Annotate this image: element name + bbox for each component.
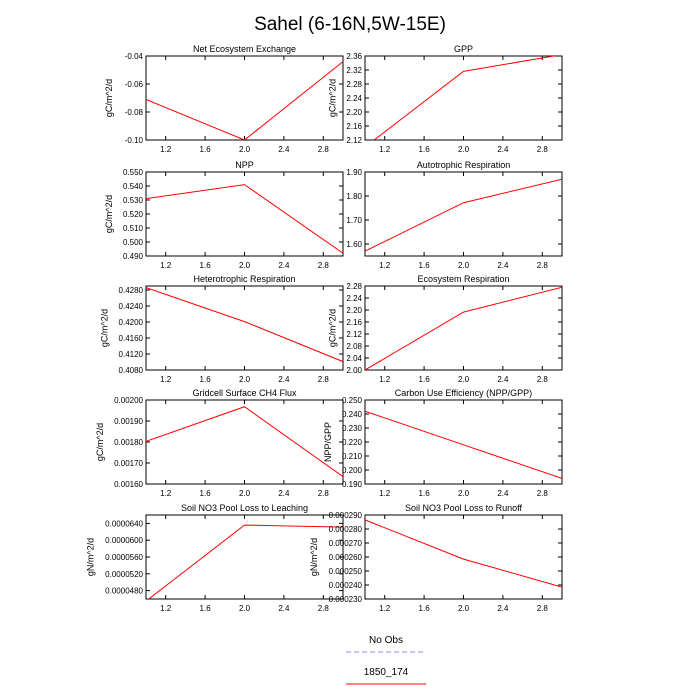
legend-label: 1850_174 — [363, 667, 409, 678]
x-tick-label: 1.2 — [160, 489, 172, 498]
y-tick-label: 0.500 — [122, 238, 143, 247]
x-tick-label: 2.8 — [317, 604, 329, 613]
series-line — [365, 411, 562, 478]
x-tick-label: 2.8 — [317, 489, 329, 498]
panel-title: Autotrophic Respiration — [416, 160, 511, 170]
y-tick-label: 0.240 — [341, 410, 362, 419]
y-axis-label: gC/m^2/d — [94, 422, 105, 462]
x-tick-label: 2.4 — [278, 604, 290, 613]
x-tick-label: 1.2 — [379, 375, 391, 384]
y-tick-label: -0.06 — [124, 80, 143, 89]
y-tick-label: 0.00200 — [114, 396, 143, 405]
x-tick-label: 2.8 — [317, 145, 329, 154]
x-tick-label: 2.4 — [497, 604, 509, 613]
x-tick-label: 2.4 — [278, 145, 290, 154]
y-tick-label: -0.04 — [124, 52, 143, 61]
y-tick-label: 0.210 — [341, 452, 362, 461]
x-tick-label: 2.8 — [317, 261, 329, 270]
x-tick-label: 2.4 — [497, 489, 509, 498]
y-tick-label: 0.530 — [122, 196, 143, 205]
chart-panel-7 — [95, 388, 343, 498]
series-line — [365, 287, 562, 370]
y-tick-label: 2.28 — [346, 80, 362, 89]
x-tick-label: 2.4 — [497, 145, 509, 154]
x-tick-label: 1.2 — [160, 375, 172, 384]
y-tick-label: 0.000230 — [328, 595, 362, 604]
x-tick-label: 2.0 — [457, 375, 470, 384]
x-tick-label: 2.0 — [238, 489, 251, 498]
x-tick-label: 1.2 — [379, 261, 391, 270]
series-line — [146, 185, 343, 254]
y-tick-label: 0.00180 — [114, 438, 143, 447]
panel-title: Soil NO3 Pool Loss to Leaching — [180, 503, 309, 513]
panel-title: Heterotrophic Respiration — [193, 274, 296, 284]
chart-panel-5 — [99, 274, 343, 384]
y-tick-label: 0.0000600 — [105, 536, 143, 546]
y-axis-label: gC/m^2/d — [327, 308, 338, 348]
y-tick-label: 1.70 — [346, 216, 362, 225]
chart-panel-8 — [323, 388, 562, 498]
x-tick-label: 1.2 — [160, 145, 172, 154]
y-tick-label: 1.80 — [346, 192, 362, 201]
y-tick-label: 0.000260 — [328, 553, 362, 562]
chart-panel-10 — [309, 503, 562, 613]
y-tick-label: 2.28 — [346, 282, 362, 291]
panel-title: Net Ecosystem Exchange — [192, 44, 297, 54]
y-tick-label: 2.16 — [346, 122, 362, 131]
x-tick-label: 2.8 — [317, 375, 329, 384]
y-tick-label: 2.08 — [346, 342, 362, 351]
panel-grid — [86, 44, 562, 613]
panel-title: NPP — [235, 160, 254, 170]
y-axis-label: gC/m^2/d — [99, 308, 110, 348]
y-tick-label: 2.20 — [346, 108, 362, 117]
figure-title: Sahel (6-16N,5W-15E) — [254, 14, 446, 35]
x-tick-label: 2.4 — [497, 261, 509, 270]
y-axis-label: gN/m^2/d — [309, 537, 320, 577]
x-tick-label: 1.6 — [418, 375, 430, 384]
series-line — [146, 62, 343, 140]
y-tick-label: 1.60 — [346, 240, 362, 249]
series-line — [365, 520, 562, 587]
x-tick-label: 2.8 — [536, 261, 548, 270]
x-tick-label: 2.8 — [536, 375, 548, 384]
y-tick-label: 0.00170 — [114, 459, 143, 468]
y-tick-label: -0.10 — [124, 136, 143, 145]
y-tick-label: 1.90 — [346, 168, 362, 177]
x-tick-label: 2.0 — [238, 375, 251, 384]
y-tick-label: 0.4280 — [118, 286, 143, 295]
y-axis-label: gC/m^2/d — [104, 194, 114, 234]
y-tick-label: 0.230 — [341, 424, 362, 433]
x-tick-label: 2.8 — [536, 604, 548, 613]
x-tick-label: 2.4 — [278, 489, 290, 498]
panel-title: Soil NO3 Pool Loss to Runoff — [405, 503, 522, 513]
y-tick-label: 0.4160 — [118, 334, 143, 343]
x-tick-label: 1.2 — [379, 604, 391, 613]
plot-frame — [146, 286, 343, 370]
x-tick-label: 2.0 — [457, 261, 470, 270]
x-tick-label: 1.2 — [160, 604, 172, 613]
x-tick-label: 2.4 — [278, 261, 290, 270]
y-tick-label: 2.00 — [346, 366, 362, 375]
y-tick-label: 0.4120 — [118, 350, 143, 359]
y-tick-label: 0.550 — [122, 168, 143, 177]
x-tick-label: 1.2 — [379, 489, 391, 498]
chart-panel-6 — [328, 274, 562, 384]
panel-title: Carbon Use Efficiency (NPP/GPP) — [394, 388, 533, 398]
y-tick-label: 2.24 — [346, 294, 362, 303]
y-tick-label: 0.4200 — [118, 318, 143, 327]
x-tick-label: 2.0 — [238, 261, 251, 270]
y-tick-label: 0.00160 — [114, 480, 143, 489]
chart-panel-3 — [104, 160, 343, 270]
y-tick-label: 0.000240 — [328, 581, 362, 590]
y-tick-label: 0.0000560 — [105, 553, 143, 562]
y-tick-label: 0.0000640 — [105, 519, 143, 529]
plot-frame — [146, 56, 343, 140]
y-tick-label: 0.000290 — [328, 511, 362, 520]
y-axis-label: gC/m^2/d — [104, 78, 114, 118]
x-tick-label: 2.4 — [278, 375, 290, 384]
y-tick-label: 2.16 — [346, 318, 362, 327]
plot-frame — [365, 400, 562, 484]
y-tick-label: -0.08 — [124, 108, 143, 117]
series-line — [365, 55, 562, 147]
y-tick-label: 0.190 — [341, 480, 362, 489]
y-tick-label: 0.200 — [341, 466, 362, 475]
x-tick-label: 2.0 — [457, 604, 470, 613]
x-tick-label: 1.6 — [418, 489, 430, 498]
y-tick-label: 0.490 — [122, 252, 143, 261]
y-tick-label: 0.4080 — [118, 366, 143, 375]
x-tick-label: 1.6 — [199, 145, 211, 154]
y-tick-label: 2.04 — [346, 354, 362, 363]
y-axis-label: gN/m^2/d — [85, 537, 96, 577]
y-axis-label: NPP/GPP — [323, 421, 333, 463]
chart-panel-1 — [104, 44, 343, 154]
y-tick-label: 2.24 — [346, 94, 362, 103]
plot-frame — [365, 515, 562, 599]
plot-frame — [146, 400, 343, 484]
chart-panel-4 — [346, 160, 562, 270]
x-tick-label: 1.6 — [418, 604, 430, 613]
x-tick-label: 1.2 — [160, 261, 172, 270]
y-axis-label: gC/m^2/d — [327, 78, 338, 118]
y-tick-label: 0.250 — [341, 396, 362, 405]
y-tick-label: 0.000270 — [328, 539, 362, 548]
y-tick-label: 0.000280 — [328, 525, 362, 534]
y-tick-label: 0.0000520 — [105, 569, 143, 579]
x-tick-label: 2.0 — [457, 145, 470, 154]
x-tick-label: 2.8 — [536, 489, 548, 498]
x-tick-label: 1.6 — [199, 261, 211, 270]
x-tick-label: 2.4 — [497, 375, 509, 384]
chart-panel-9 — [86, 503, 343, 613]
series-line — [365, 179, 562, 251]
y-tick-label: 0.540 — [122, 182, 143, 191]
y-tick-label: 2.12 — [346, 136, 362, 145]
panel-title: Ecosystem Respiration — [417, 274, 510, 284]
y-tick-label: 2.36 — [346, 52, 362, 61]
x-tick-label: 1.6 — [199, 604, 211, 613]
x-tick-label: 2.8 — [536, 145, 548, 154]
panel-title: Gridcell Surface CH4 Flux — [192, 388, 297, 398]
y-tick-label: 0.00190 — [114, 417, 143, 426]
legend — [346, 635, 426, 684]
y-tick-label: 2.32 — [346, 66, 362, 75]
x-tick-label: 1.2 — [379, 145, 391, 154]
x-tick-label: 1.6 — [199, 375, 211, 384]
plot-frame — [365, 56, 562, 140]
y-tick-label: 0.520 — [122, 210, 143, 219]
plot-frame — [365, 286, 562, 370]
x-tick-label: 1.6 — [418, 261, 430, 270]
series-line — [146, 407, 343, 477]
y-tick-label: 2.12 — [346, 330, 362, 339]
legend-label: No Obs — [369, 635, 403, 646]
chart-panel-2 — [328, 44, 562, 154]
x-tick-label: 2.0 — [238, 604, 251, 613]
x-tick-label: 2.0 — [238, 145, 251, 154]
series-line — [146, 288, 343, 362]
y-tick-label: 2.20 — [346, 306, 362, 315]
y-tick-label: 0.0000480 — [105, 586, 143, 596]
y-tick-label: 0.4240 — [118, 302, 143, 311]
y-tick-label: 0.220 — [341, 438, 362, 447]
x-tick-label: 2.0 — [457, 489, 470, 498]
panel-title: GPP — [453, 44, 474, 54]
x-tick-label: 1.6 — [199, 489, 211, 498]
y-tick-label: 0.510 — [122, 224, 143, 233]
plot-frame — [365, 172, 562, 256]
y-tick-label: 0.000250 — [328, 567, 362, 576]
x-tick-label: 1.6 — [418, 145, 430, 154]
